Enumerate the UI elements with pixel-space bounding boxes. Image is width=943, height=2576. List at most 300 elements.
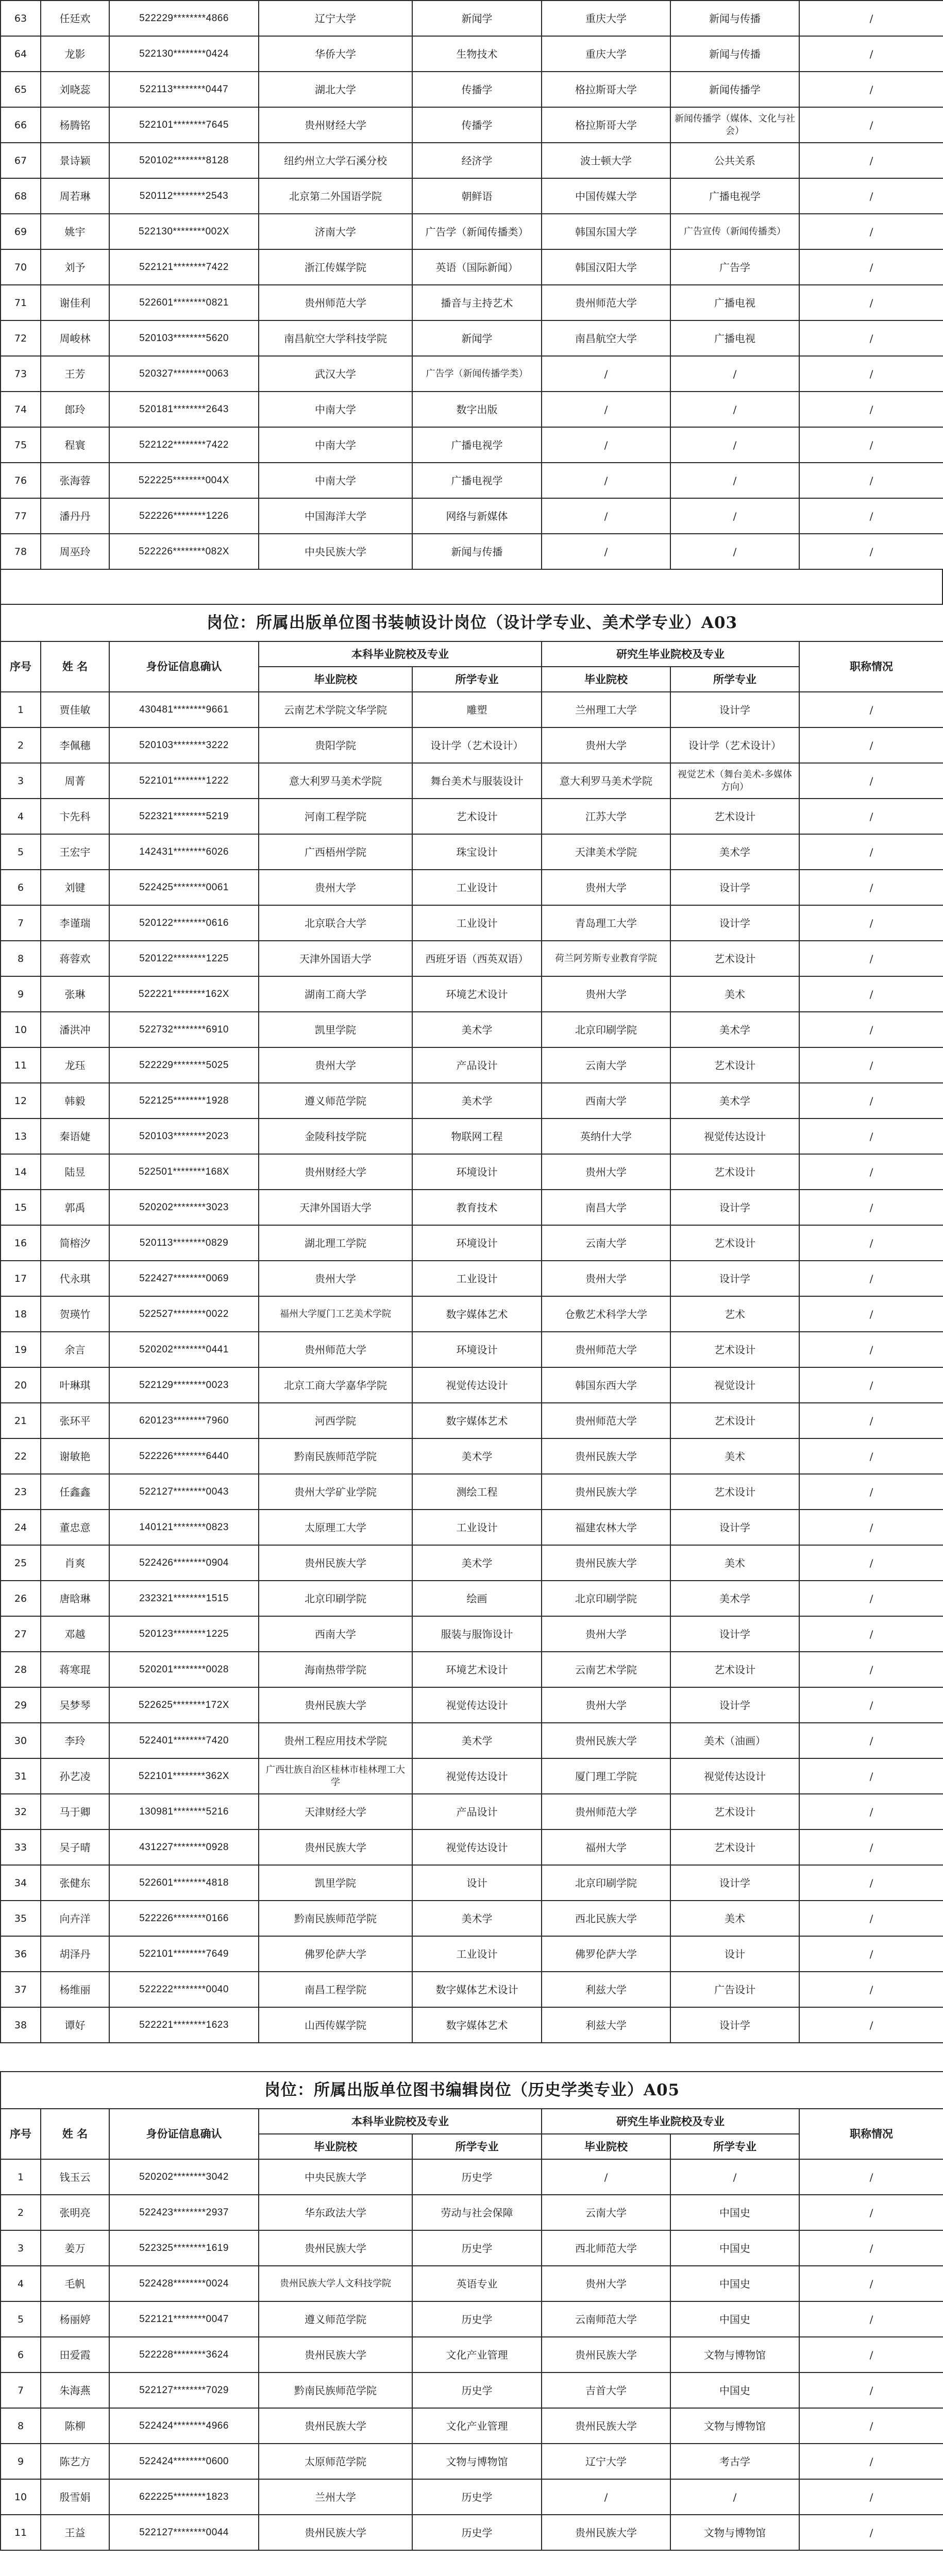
ug-major-cell: 历史学 bbox=[412, 2479, 542, 2515]
name-cell: 周峻林 bbox=[41, 320, 109, 356]
pg-school-cell: 吉首大学 bbox=[542, 2372, 670, 2408]
id-cell: 522226********6440 bbox=[109, 1438, 259, 1474]
table-row bbox=[1, 356, 943, 392]
pg-major-cell: 新闻传播学（媒体、文化与社会） bbox=[670, 107, 799, 143]
header-undergrad: 本科毕业院校及专业 bbox=[259, 2109, 542, 2134]
table-row bbox=[1, 2007, 943, 2043]
seq-cell: 68 bbox=[1, 178, 41, 214]
table-row bbox=[1, 1936, 943, 1972]
a03-design-post-table bbox=[0, 604, 943, 2043]
ug-school-cell: 海南热带学院 bbox=[259, 1652, 412, 1687]
id-cell: 142431********6026 bbox=[109, 834, 259, 870]
id-cell: 520112********2543 bbox=[109, 178, 259, 214]
id-cell: 522121********0047 bbox=[109, 2301, 259, 2337]
title-status-cell: / bbox=[799, 1901, 943, 1936]
table-row bbox=[1, 1758, 943, 1794]
ug-school-cell: 中南大学 bbox=[259, 463, 412, 498]
pg-school-cell: 贵州民族大学 bbox=[542, 2515, 670, 2550]
seq-cell: 9 bbox=[1, 976, 41, 1012]
title-status-cell: / bbox=[799, 1652, 943, 1687]
ug-major-cell: 视觉传达设计 bbox=[412, 1829, 542, 1865]
ug-major-cell: 测绘工程 bbox=[412, 1474, 542, 1510]
ug-major-cell: 工业设计 bbox=[412, 905, 542, 941]
name-cell: 张海蓉 bbox=[41, 463, 109, 498]
seq-cell: 10 bbox=[1, 1012, 41, 1047]
pg-major-cell: 视觉传达设计 bbox=[670, 1118, 799, 1154]
title-status-cell: / bbox=[799, 1083, 943, 1118]
table-row bbox=[1, 1829, 943, 1865]
title-status-cell: / bbox=[799, 1012, 943, 1047]
title-status-cell: / bbox=[799, 356, 943, 392]
pg-major-cell: 美术学 bbox=[670, 834, 799, 870]
seq-cell: 16 bbox=[1, 1225, 41, 1261]
table-row bbox=[1, 1190, 943, 1225]
title-status-cell: / bbox=[799, 107, 943, 143]
ug-school-cell: 福州大学厦门工艺美术学院 bbox=[259, 1296, 412, 1332]
ug-major-cell: 工业设计 bbox=[412, 870, 542, 905]
id-cell: 522321********5219 bbox=[109, 799, 259, 834]
pg-major-cell: 中国史 bbox=[670, 2230, 799, 2266]
ug-school-cell: 北京工商大学嘉华学院 bbox=[259, 1367, 412, 1403]
title-status-cell: / bbox=[799, 1438, 943, 1474]
header-pg-school: 毕业院校 bbox=[542, 667, 670, 692]
ug-school-cell: 贵州大学 bbox=[259, 1047, 412, 1083]
title-status-cell: / bbox=[799, 1794, 943, 1829]
id-cell: 522101********362X bbox=[109, 1758, 259, 1794]
seq-cell: 21 bbox=[1, 1403, 41, 1438]
title-status-cell: / bbox=[799, 834, 943, 870]
name-cell: 叶琳琪 bbox=[41, 1367, 109, 1403]
id-cell: 431227********0928 bbox=[109, 1829, 259, 1865]
pg-major-cell: 美术 bbox=[670, 1545, 799, 1581]
table-row bbox=[1, 1083, 943, 1118]
id-cell: 522221********162X bbox=[109, 976, 259, 1012]
ug-major-cell: 雕塑 bbox=[412, 692, 542, 727]
seq-cell: 31 bbox=[1, 1758, 41, 1794]
ug-major-cell: 珠宝设计 bbox=[412, 834, 542, 870]
title-status-cell: / bbox=[799, 1190, 943, 1225]
pg-school-cell: 南昌大学 bbox=[542, 1190, 670, 1225]
title-status-cell: / bbox=[799, 870, 943, 905]
ug-major-cell: 设计学（艺术设计） bbox=[412, 727, 542, 763]
seq-cell: 76 bbox=[1, 463, 41, 498]
pg-school-cell: 贵州大学 bbox=[542, 976, 670, 1012]
pg-school-cell: 格拉斯哥大学 bbox=[542, 107, 670, 143]
pg-major-cell: 美术学 bbox=[670, 1581, 799, 1616]
ug-major-cell: 网络与新媒体 bbox=[412, 498, 542, 534]
ug-school-cell: 贵州大学 bbox=[259, 1261, 412, 1296]
id-cell: 522427********0069 bbox=[109, 1261, 259, 1296]
pg-major-cell: 设计学 bbox=[670, 692, 799, 727]
ug-school-cell: 贵州师范大学 bbox=[259, 285, 412, 320]
table-row bbox=[1, 534, 943, 569]
ug-major-cell: 视觉传达设计 bbox=[412, 1687, 542, 1723]
title-status-cell: / bbox=[799, 1474, 943, 1510]
name-cell: 马于卿 bbox=[41, 1794, 109, 1829]
ug-major-cell: 广告学（新闻传播类） bbox=[412, 214, 542, 249]
table-row bbox=[1, 1225, 943, 1261]
table-row bbox=[1, 72, 943, 107]
id-cell: 522732********6910 bbox=[109, 1012, 259, 1047]
ug-school-cell: 浙江传媒学院 bbox=[259, 249, 412, 285]
ug-school-cell: 贵州民族大学人文科技学院 bbox=[259, 2266, 412, 2301]
pg-major-cell: / bbox=[670, 392, 799, 427]
ug-major-cell: 服装与服饰设计 bbox=[412, 1616, 542, 1652]
pg-major-cell: 艺术设计 bbox=[670, 1332, 799, 1367]
ug-major-cell: 产品设计 bbox=[412, 1047, 542, 1083]
name-cell: 毛帆 bbox=[41, 2266, 109, 2301]
name-cell: 胡泽丹 bbox=[41, 1936, 109, 1972]
ug-school-cell: 湖北大学 bbox=[259, 72, 412, 107]
title-status-cell: / bbox=[799, 2408, 943, 2444]
title-status-cell: / bbox=[799, 1118, 943, 1154]
table-row bbox=[1, 2159, 943, 2195]
ug-school-cell: 佛罗伦萨大学 bbox=[259, 1936, 412, 1972]
title-status-cell: / bbox=[799, 941, 943, 976]
pg-school-cell: 佛罗伦萨大学 bbox=[542, 1936, 670, 1972]
table-row bbox=[1, 1438, 943, 1474]
name-cell: 张环平 bbox=[41, 1403, 109, 1438]
pg-school-cell: 意大利罗马美术学院 bbox=[542, 763, 670, 799]
pg-major-cell: 艺术设计 bbox=[670, 1652, 799, 1687]
table-row bbox=[1, 763, 943, 799]
name-cell: 郎玲 bbox=[41, 392, 109, 427]
seq-cell: 65 bbox=[1, 72, 41, 107]
title-status-cell: / bbox=[799, 976, 943, 1012]
name-cell: 龙珏 bbox=[41, 1047, 109, 1083]
id-cell: 520103********2023 bbox=[109, 1118, 259, 1154]
table-row bbox=[1, 727, 943, 763]
pg-school-cell: 贵州民族大学 bbox=[542, 1723, 670, 1758]
ug-major-cell: 教育技术 bbox=[412, 1190, 542, 1225]
pg-school-cell: / bbox=[542, 463, 670, 498]
section-gap bbox=[0, 570, 943, 604]
title-status-cell: / bbox=[799, 2159, 943, 2195]
ug-school-cell: 贵州大学 bbox=[259, 870, 412, 905]
ug-major-cell: 美术学 bbox=[412, 1438, 542, 1474]
name-cell: 张健东 bbox=[41, 1865, 109, 1901]
pg-school-cell: 云南大学 bbox=[542, 1225, 670, 1261]
id-cell: 522130********0424 bbox=[109, 36, 259, 72]
pg-major-cell: 设计学 bbox=[670, 870, 799, 905]
table-row bbox=[1, 1581, 943, 1616]
table-row bbox=[1, 392, 943, 427]
seq-cell: 37 bbox=[1, 1972, 41, 2007]
seq-cell: 64 bbox=[1, 36, 41, 72]
seq-cell: 27 bbox=[1, 1616, 41, 1652]
seq-cell: 38 bbox=[1, 2007, 41, 2043]
ug-major-cell: 朝鲜语 bbox=[412, 178, 542, 214]
title-status-cell: / bbox=[799, 1367, 943, 1403]
seq-cell: 4 bbox=[1, 799, 41, 834]
pg-school-cell: 贵州大学 bbox=[542, 1261, 670, 1296]
title-status-cell: / bbox=[799, 727, 943, 763]
pg-school-cell: 贵州大学 bbox=[542, 1616, 670, 1652]
pg-major-cell: 广播电视学 bbox=[670, 178, 799, 214]
table-row bbox=[1, 2479, 943, 2515]
name-cell: 吴梦琴 bbox=[41, 1687, 109, 1723]
name-cell: 肖爽 bbox=[41, 1545, 109, 1581]
seq-cell: 25 bbox=[1, 1545, 41, 1581]
pg-major-cell: 广播电视 bbox=[670, 285, 799, 320]
ug-major-cell: 视觉传达设计 bbox=[412, 1758, 542, 1794]
pg-major-cell: / bbox=[670, 534, 799, 569]
ug-school-cell: 黔南民族师范学院 bbox=[259, 1901, 412, 1936]
seq-cell: 18 bbox=[1, 1296, 41, 1332]
seq-cell: 32 bbox=[1, 1794, 41, 1829]
id-cell: 522226********0166 bbox=[109, 1901, 259, 1936]
ug-school-cell: 西南大学 bbox=[259, 1616, 412, 1652]
seq-cell: 36 bbox=[1, 1936, 41, 1972]
table-row bbox=[1, 1687, 943, 1723]
id-cell: 620123********7960 bbox=[109, 1403, 259, 1438]
title-status-cell: / bbox=[799, 36, 943, 72]
seq-cell: 1 bbox=[1, 2159, 41, 2195]
seq-cell: 5 bbox=[1, 2301, 41, 2337]
ug-major-cell: 设计 bbox=[412, 1865, 542, 1901]
pg-major-cell: 设计学 bbox=[670, 2007, 799, 2043]
pg-school-cell: 韩国东西大学 bbox=[542, 1367, 670, 1403]
name-cell: 李佩穗 bbox=[41, 727, 109, 763]
seq-cell: 8 bbox=[1, 2408, 41, 2444]
pg-major-cell: 设计学 bbox=[670, 1261, 799, 1296]
ug-school-cell: 贵州工程应用技术学院 bbox=[259, 1723, 412, 1758]
ug-major-cell: 工业设计 bbox=[412, 1510, 542, 1545]
table-row bbox=[1, 2515, 943, 2550]
ug-major-cell: 工业设计 bbox=[412, 1261, 542, 1296]
seq-cell: 11 bbox=[1, 2515, 41, 2550]
seq-cell: 74 bbox=[1, 392, 41, 427]
pg-school-cell: 贵州师范大学 bbox=[542, 1403, 670, 1438]
ug-major-cell: 广告学（新闻传播学类） bbox=[412, 356, 542, 392]
table-row bbox=[1, 2337, 943, 2372]
table-row bbox=[1, 1865, 943, 1901]
ug-major-cell: 西班牙语（西英双语） bbox=[412, 941, 542, 976]
ug-school-cell: 兰州大学 bbox=[259, 2479, 412, 2515]
pg-school-cell: 中国传媒大学 bbox=[542, 178, 670, 214]
pg-major-cell: / bbox=[670, 356, 799, 392]
table-row bbox=[1, 1332, 943, 1367]
name-cell: 李谨瑞 bbox=[41, 905, 109, 941]
seq-cell: 17 bbox=[1, 1261, 41, 1296]
title-status-cell: / bbox=[799, 1545, 943, 1581]
id-cell: 520102********8128 bbox=[109, 143, 259, 178]
title-status-cell: / bbox=[799, 1510, 943, 1545]
name-cell: 姜万 bbox=[41, 2230, 109, 2266]
ug-major-cell: 文化产业管理 bbox=[412, 2408, 542, 2444]
table-row bbox=[1, 1794, 943, 1829]
name-cell: 卞先科 bbox=[41, 799, 109, 834]
pg-school-cell: / bbox=[542, 392, 670, 427]
pg-major-cell: 中国史 bbox=[670, 2266, 799, 2301]
table-row bbox=[1, 692, 943, 727]
pg-school-cell: 江苏大学 bbox=[542, 799, 670, 834]
seq-cell: 3 bbox=[1, 763, 41, 799]
id-cell: 522226********082X bbox=[109, 534, 259, 569]
table-row bbox=[1, 1474, 943, 1510]
title-status-cell: / bbox=[799, 534, 943, 569]
title-status-cell: / bbox=[799, 1, 943, 36]
ug-school-cell: 贵州民族大学 bbox=[259, 2408, 412, 2444]
name-cell: 程寰 bbox=[41, 427, 109, 463]
seq-cell: 6 bbox=[1, 870, 41, 905]
ug-school-cell: 遵义师范学院 bbox=[259, 2301, 412, 2337]
id-cell: 522101********7645 bbox=[109, 107, 259, 143]
pg-major-cell: 中国史 bbox=[670, 2195, 799, 2230]
title-status-cell: / bbox=[799, 320, 943, 356]
header-undergrad: 本科毕业院校及专业 bbox=[259, 641, 542, 667]
ug-major-cell: 历史学 bbox=[412, 2301, 542, 2337]
ug-major-cell: 文化产业管理 bbox=[412, 2337, 542, 2372]
seq-cell: 24 bbox=[1, 1510, 41, 1545]
pg-school-cell: 贵州大学 bbox=[542, 727, 670, 763]
name-cell: 邓越 bbox=[41, 1616, 109, 1652]
id-cell: 522127********0043 bbox=[109, 1474, 259, 1510]
header-ug-school: 毕业院校 bbox=[259, 2134, 412, 2159]
title-status-cell: / bbox=[799, 463, 943, 498]
header-title-status: 职称情况 bbox=[799, 641, 943, 692]
name-cell: 田爱霞 bbox=[41, 2337, 109, 2372]
header-ug-major: 所学专业 bbox=[412, 667, 542, 692]
id-cell: 520201********0028 bbox=[109, 1652, 259, 1687]
pg-school-cell: 福州大学 bbox=[542, 1829, 670, 1865]
title-status-cell: / bbox=[799, 498, 943, 534]
seq-cell: 66 bbox=[1, 107, 41, 143]
pg-school-cell: 韩国东国大学 bbox=[542, 214, 670, 249]
name-cell: 秦语婕 bbox=[41, 1118, 109, 1154]
id-cell: 522125********1928 bbox=[109, 1083, 259, 1118]
title-status-cell: / bbox=[799, 392, 943, 427]
seq-cell: 35 bbox=[1, 1901, 41, 1936]
pg-major-cell: 艺术设计 bbox=[670, 1154, 799, 1190]
seq-cell: 70 bbox=[1, 249, 41, 285]
ug-school-cell: 北京联合大学 bbox=[259, 905, 412, 941]
name-cell: 刘予 bbox=[41, 249, 109, 285]
name-cell: 谢佳利 bbox=[41, 285, 109, 320]
seq-cell: 63 bbox=[1, 1, 41, 36]
name-cell: 谢敏艳 bbox=[41, 1438, 109, 1474]
name-cell: 周若琳 bbox=[41, 178, 109, 214]
table-row bbox=[1, 976, 943, 1012]
pg-school-cell: 贵州民族大学 bbox=[542, 1474, 670, 1510]
pg-school-cell: 荷兰阿芳斯专业教育学院 bbox=[542, 941, 670, 976]
title-status-cell: / bbox=[799, 214, 943, 249]
table-row bbox=[1, 1616, 943, 1652]
table-row bbox=[1, 1047, 943, 1083]
title-status-cell: / bbox=[799, 1972, 943, 2007]
title-status-cell: / bbox=[799, 285, 943, 320]
ug-major-cell: 劳动与社会保障 bbox=[412, 2195, 542, 2230]
id-cell: 522121********7422 bbox=[109, 249, 259, 285]
ug-school-cell: 太原理工大学 bbox=[259, 1510, 412, 1545]
a05-history-post-table bbox=[0, 2071, 943, 2551]
pg-major-cell: 广告学 bbox=[670, 249, 799, 285]
seq-cell: 11 bbox=[1, 1047, 41, 1083]
id-cell: 522601********4818 bbox=[109, 1865, 259, 1901]
ug-major-cell: 历史学 bbox=[412, 2159, 542, 2195]
table-row bbox=[1, 427, 943, 463]
name-cell: 向卉洋 bbox=[41, 1901, 109, 1936]
seq-cell: 29 bbox=[1, 1687, 41, 1723]
pg-school-cell: 贵州民族大学 bbox=[542, 2408, 670, 2444]
pg-school-cell: 贵州民族大学 bbox=[542, 1438, 670, 1474]
ug-school-cell: 贵州民族大学 bbox=[259, 2337, 412, 2372]
seq-cell: 22 bbox=[1, 1438, 41, 1474]
id-cell: 130981********5216 bbox=[109, 1794, 259, 1829]
ug-school-cell: 华侨大学 bbox=[259, 36, 412, 72]
table-row bbox=[1, 2195, 943, 2230]
title-status-cell: / bbox=[799, 72, 943, 107]
name-cell: 唐晗琳 bbox=[41, 1581, 109, 1616]
id-cell: 522424********4966 bbox=[109, 2408, 259, 2444]
name-cell: 陆昱 bbox=[41, 1154, 109, 1190]
pg-school-cell: 波士顿大学 bbox=[542, 143, 670, 178]
name-cell: 郭禹 bbox=[41, 1190, 109, 1225]
pg-major-cell: 艺术设计 bbox=[670, 1403, 799, 1438]
seq-cell: 69 bbox=[1, 214, 41, 249]
ug-major-cell: 生物技术 bbox=[412, 36, 542, 72]
ug-school-cell: 湖南工商大学 bbox=[259, 976, 412, 1012]
id-cell: 522228********3624 bbox=[109, 2337, 259, 2372]
table-row bbox=[1, 178, 943, 214]
ug-school-cell: 意大利罗马美术学院 bbox=[259, 763, 412, 799]
ug-major-cell: 广播电视学 bbox=[412, 463, 542, 498]
id-cell: 522229********4866 bbox=[109, 1, 259, 36]
ug-major-cell: 文物与博物馆 bbox=[412, 2444, 542, 2479]
title-status-cell: / bbox=[799, 1723, 943, 1758]
header-name: 姓 名 bbox=[41, 641, 109, 692]
id-cell: 520202********3042 bbox=[109, 2159, 259, 2195]
title-status-cell: / bbox=[799, 2515, 943, 2550]
seq-cell: 2 bbox=[1, 2195, 41, 2230]
id-cell: 520122********1225 bbox=[109, 941, 259, 976]
name-cell: 贾佳敏 bbox=[41, 692, 109, 727]
title-status-cell: / bbox=[799, 2007, 943, 2043]
title-status-cell: / bbox=[799, 1332, 943, 1367]
ug-major-cell: 新闻学 bbox=[412, 1, 542, 36]
ug-school-cell: 贵州民族大学 bbox=[259, 1829, 412, 1865]
header-postgrad: 研究生毕业院校及专业 bbox=[542, 2109, 799, 2134]
pg-major-cell: 设计学 bbox=[670, 1687, 799, 1723]
ug-major-cell: 历史学 bbox=[412, 2230, 542, 2266]
title-status-cell: / bbox=[799, 1687, 943, 1723]
pg-school-cell: / bbox=[542, 498, 670, 534]
title-status-cell: / bbox=[799, 2195, 943, 2230]
name-cell: 韩毅 bbox=[41, 1083, 109, 1118]
id-cell: 140121********0823 bbox=[109, 1510, 259, 1545]
seq-cell: 73 bbox=[1, 356, 41, 392]
title-status-cell: / bbox=[799, 2444, 943, 2479]
section-title-a05: 岗位：所属出版单位图书编辑岗位（历史学类专业）A05 bbox=[1, 2072, 943, 2109]
id-cell: 522129********0023 bbox=[109, 1367, 259, 1403]
pg-school-cell: 西北民族大学 bbox=[542, 1901, 670, 1936]
ug-school-cell: 贵州民族大学 bbox=[259, 1545, 412, 1581]
ug-major-cell: 视觉传达设计 bbox=[412, 1367, 542, 1403]
pg-school-cell: 贵州民族大学 bbox=[542, 2337, 670, 2372]
table-row bbox=[1, 834, 943, 870]
ug-school-cell: 北京印刷学院 bbox=[259, 1581, 412, 1616]
title-status-cell: / bbox=[799, 1403, 943, 1438]
pg-major-cell: 艺术设计 bbox=[670, 1047, 799, 1083]
ug-school-cell: 济南大学 bbox=[259, 214, 412, 249]
pg-major-cell: 广告设计 bbox=[670, 1972, 799, 2007]
seq-cell: 7 bbox=[1, 2372, 41, 2408]
pg-major-cell: 艺术设计 bbox=[670, 799, 799, 834]
table-row bbox=[1, 1154, 943, 1190]
table-row bbox=[1, 2230, 943, 2266]
seq-cell: 5 bbox=[1, 834, 41, 870]
ug-school-cell: 纽约州立大学石溪分校 bbox=[259, 143, 412, 178]
